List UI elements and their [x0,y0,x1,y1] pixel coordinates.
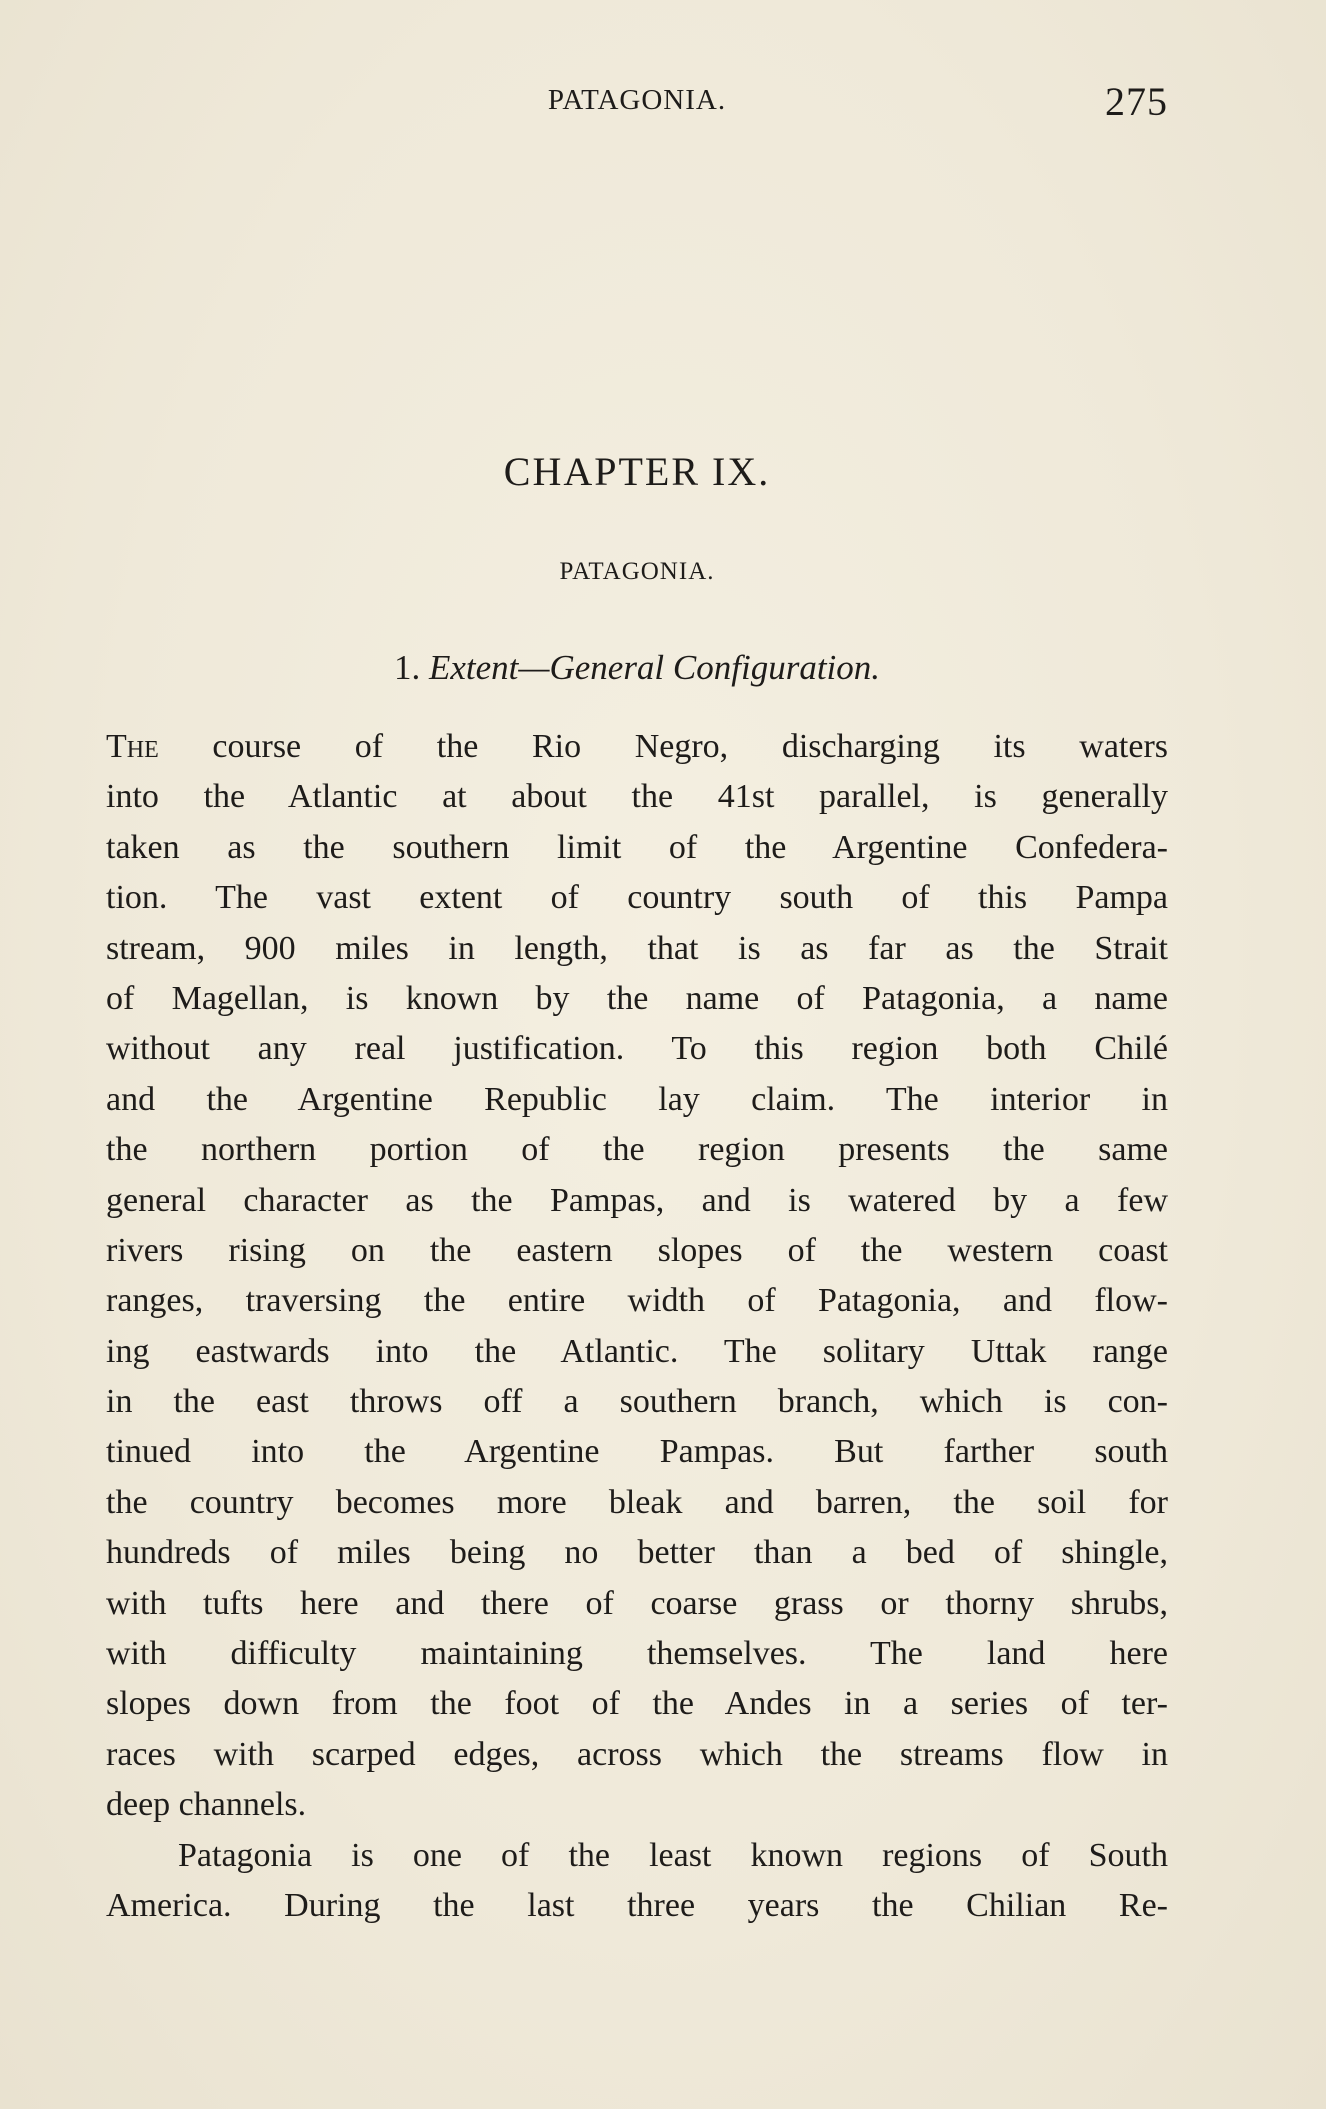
text-line-content: taken as the southern limit of the Argentine Confedera- [106,828,1168,866]
text-line [106,823,1168,873]
text-line [106,772,1168,822]
text-line-content: tion. The vast extent of country south of this Pampa [106,879,1168,917]
text-line [106,1327,1168,1377]
text-line [106,1881,1168,1931]
text-line [106,924,1168,974]
chapter-title: CHAPTER IX. [503,449,771,494]
text-line [106,1629,1168,1679]
text-line [106,1579,1168,1629]
text-line [106,1377,1168,1427]
text-line [106,1780,1168,1830]
section-title: Extent—General Configuration. [428,648,881,687]
text-line [106,1730,1168,1780]
text-line-content: ranges, traversing the entire width of Patagonia, and flow- [106,1282,1168,1320]
text-line-content: into the Atlantic at about the 41st parallel, is generally [106,778,1168,816]
body-text [106,722,1168,1931]
text-line-content: in the east throws off a southern branch, which is con- [106,1383,1168,1421]
text-line-content: without any real justification. To this region both Chilé [106,1030,1168,1068]
section-heading [106,648,1168,688]
text-line-content: America. During the last three years the Chilian Re- [106,1886,1168,1924]
text-line-content: and the Argentine Republic lay claim. The interior in [106,1080,1168,1118]
text-line-content: the country becomes more bleak and barren, the soil for [106,1483,1168,1521]
text-line [106,722,1168,772]
text-line-content: with tufts here and there of coarse grass or thorny shrubs, [106,1584,1168,1622]
text-line-content: rivers rising on the eastern slopes of the western coast [106,1231,1168,1269]
text-line [106,1176,1168,1226]
chapter-subtitle: PATAGONIA. [559,558,715,585]
page-number: 275 [1105,79,1168,124]
text-line-content: the northern portion of the region presents the same [106,1131,1168,1169]
text-line-content: of Magellan, is known by the name of Patagonia, a name [106,979,1168,1017]
paragraph-lead-word: The [106,728,159,765]
text-line-content: ing eastwards into the Atlantic. The solitary Uttak range [106,1332,1168,1370]
text-line [106,1528,1168,1578]
text-line [106,1427,1168,1477]
text-line [106,1075,1168,1125]
text-line-content: stream, 900 miles in length, that is as far as the Strait [106,929,1168,967]
text-line [106,1679,1168,1729]
text-line [106,1226,1168,1276]
text-line-content: hundreds of miles being no better than a bed of shingle, [106,1534,1168,1572]
text-line-content: races with scarped edges, across which the streams flow in [106,1735,1168,1773]
text-line-content: Patagonia is one of the least known regions of South [178,1836,1168,1874]
text-line [106,1276,1168,1326]
running-title: PATAGONIA. [547,84,727,116]
text-line-content: with difficulty maintaining themselves. The land here [106,1635,1168,1673]
text-line-content: general character as the Pampas, and is watered by a few [106,1181,1168,1219]
text-line-content: deep channels. [106,1786,307,1824]
text-line [106,974,1168,1024]
text-line-content: course of the Rio Negro, discharging its waters [158,728,1168,765]
text-line [106,873,1168,923]
text-line [106,1125,1168,1175]
text-line [106,1831,1168,1881]
text-line-content: slopes down from the foot of the Andes in a series of ter- [106,1685,1168,1723]
running-head [106,78,1168,128]
text-line-content: tinued into the Argentine Pampas. But farther south [106,1433,1168,1471]
section-number: 1. [393,648,421,687]
text-line [106,1024,1168,1074]
text-line [106,1478,1168,1528]
